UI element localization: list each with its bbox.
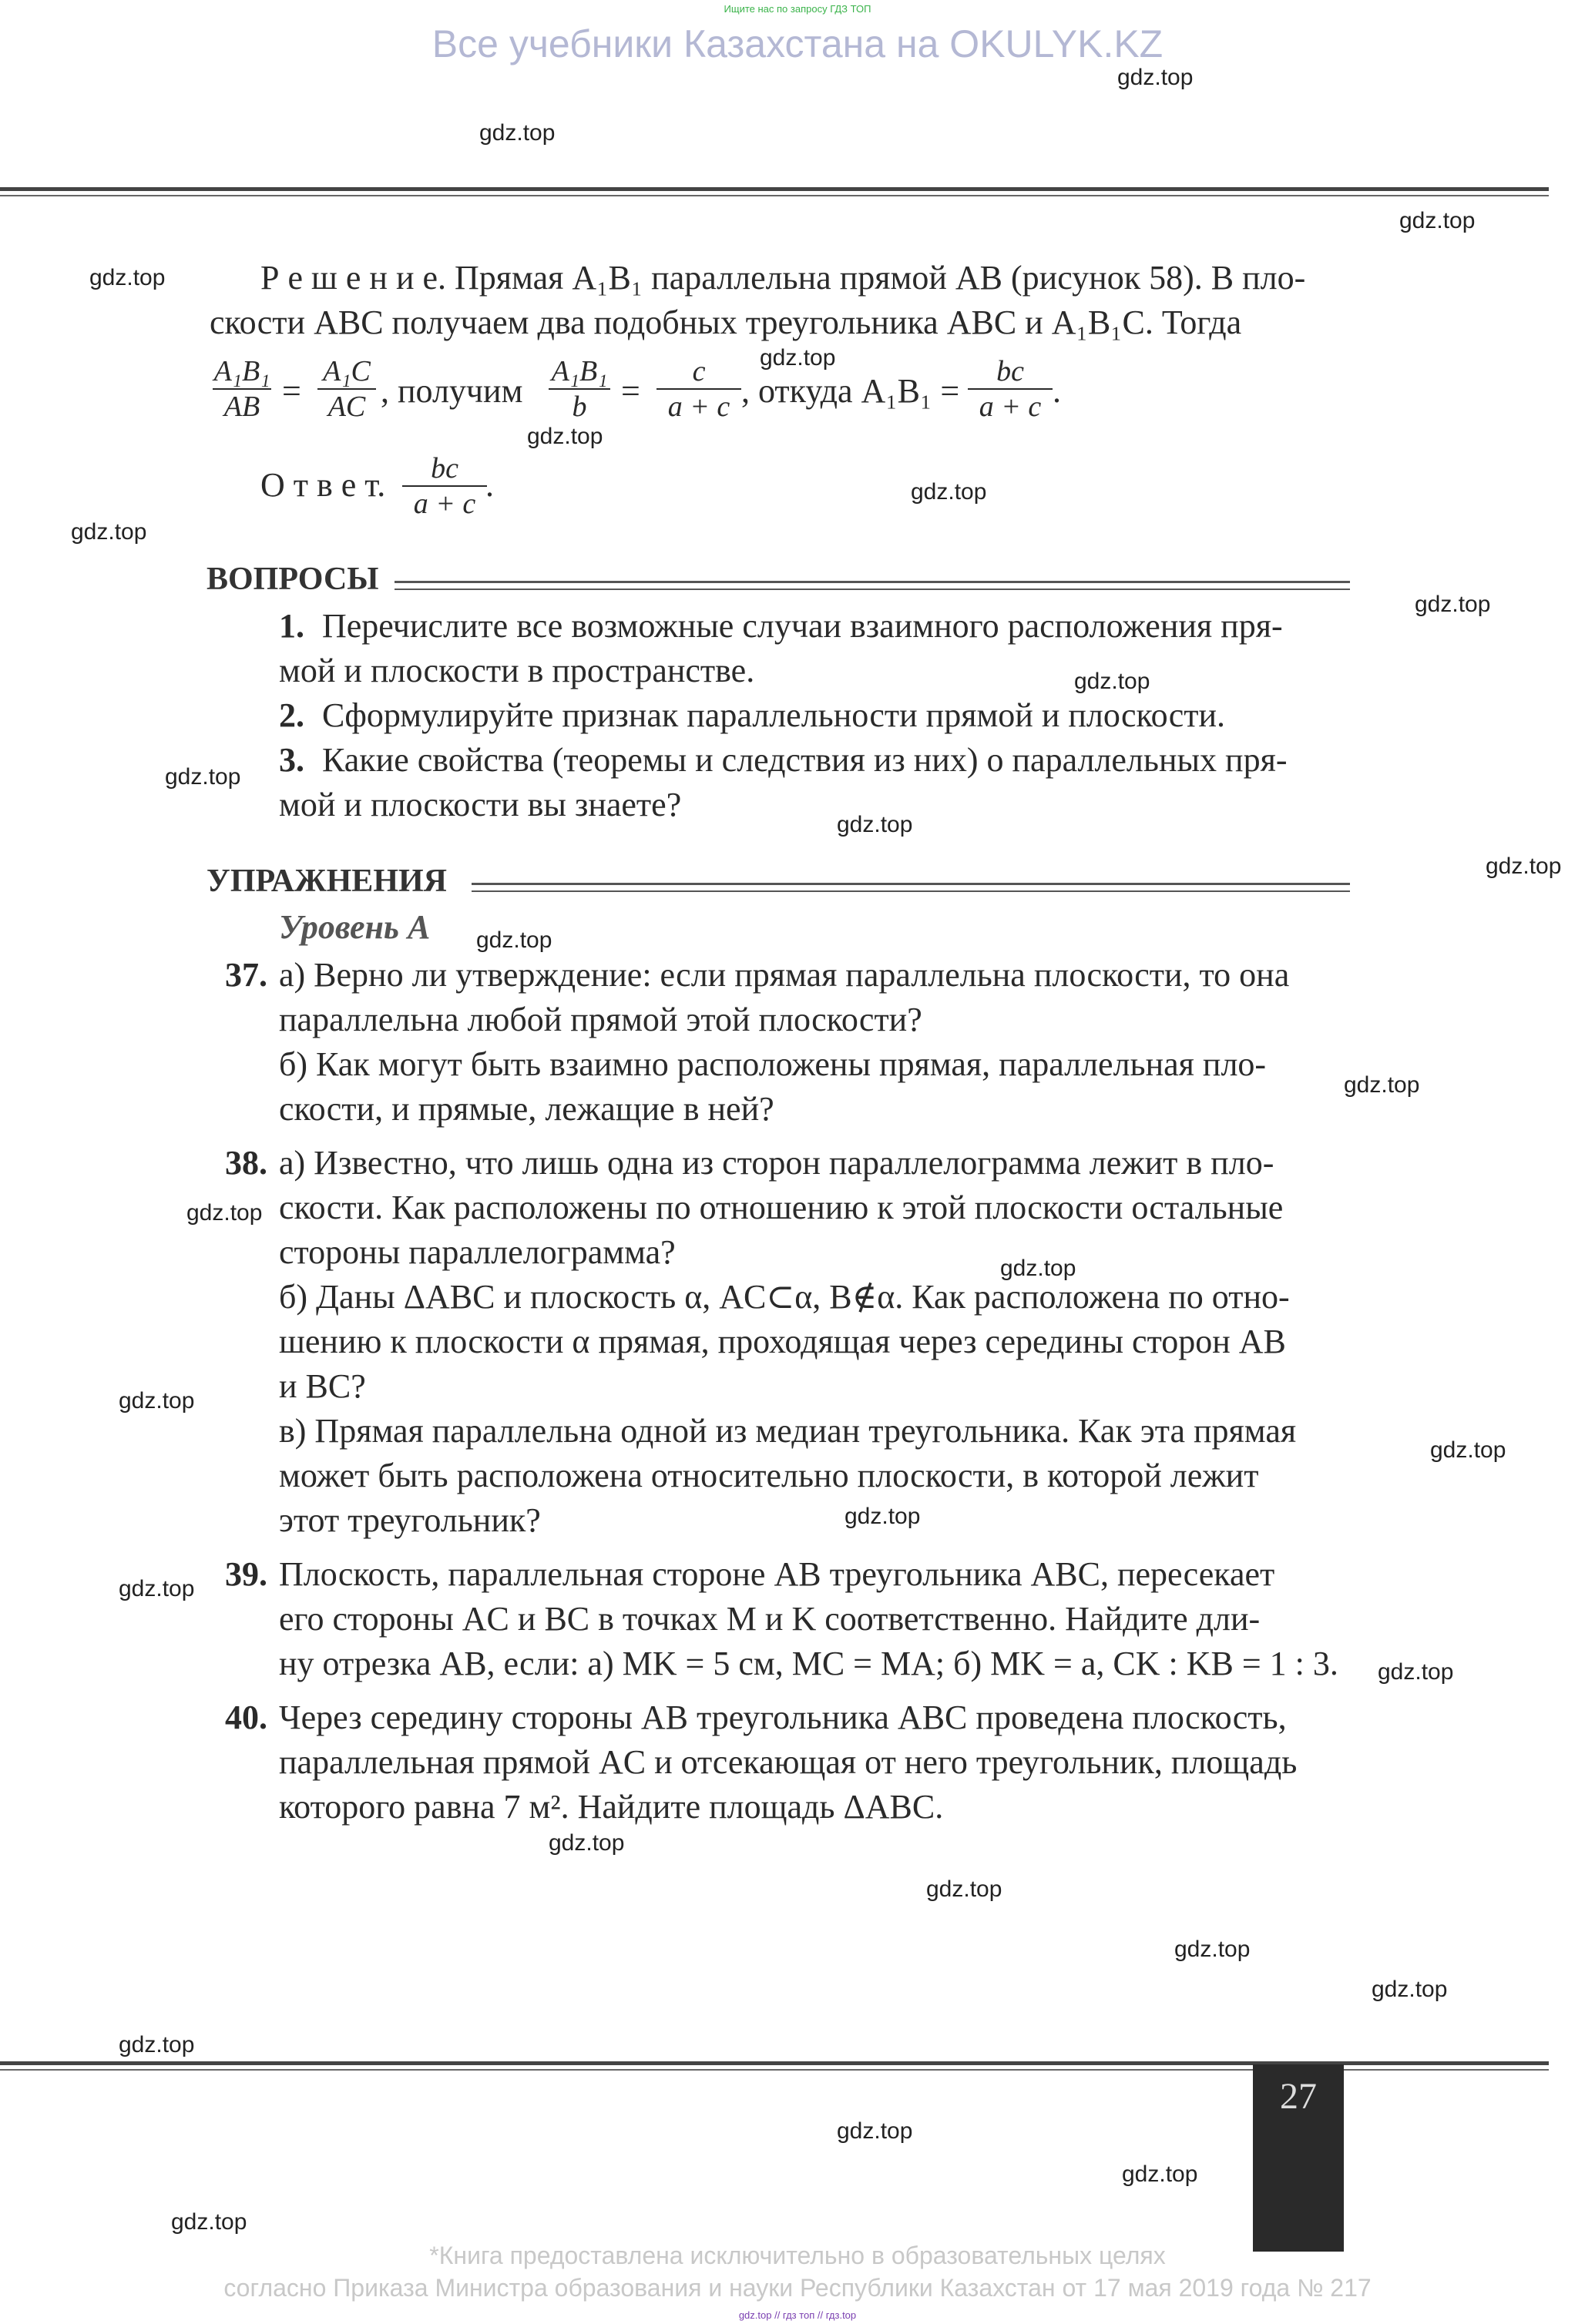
exercise-text: ну отрезка AB, если: а) MK = 5 см, MC = MA; б) MK = a, CK : KB = 1 : 3. [279,1645,1338,1682]
page-number: 27 [1280,2076,1317,2117]
watermark: gdz.top [479,120,556,146]
exercise-text: в) Прямая параллельна одной из медиан треугольника. Как эта прямая [279,1412,1297,1450]
watermark: gdz.top [476,927,552,953]
exercise-text: параллельная прямой AC и отсекающая от него треугольник, площадь [279,1743,1298,1781]
watermark: gdz.top [760,345,836,371]
exercise-text: его стороны AC и BC в точках M и K соответственно. Найдите дли- [279,1600,1261,1638]
equals-sign: = [282,372,301,410]
exercise-text: может быть расположена относительно плоскости, в которой лежит [279,1457,1259,1494]
answer-label: О т в е т. [260,466,386,504]
watermark: gdz.top [926,1876,1002,1902]
fraction-c-apc: c a + c [656,356,741,422]
exercises-heading: УПРАЖНЕНИЯ [207,864,447,899]
site-title: Все учебники Казахстана на OKULYK.KZ [431,22,1164,65]
heading-rule [472,883,1350,885]
fraction-bc-apc: bc a + c [968,356,1053,422]
watermark: gdz.top [1000,1256,1076,1281]
question-text: Сформулируйте признак параллельности прямой и плоскости. [322,696,1226,734]
solution-line-1: Р е ш е н и е. Прямая A₁B₁ параллельна прямой AB (рисунок 58). В пло- [260,259,1306,297]
watermark: gdz.top [119,1576,195,1601]
exercise-text: а) Известно, что лишь одна из сторон параллелограмма лежит в пло- [279,1144,1274,1182]
watermark: gdz.top [1117,65,1194,90]
period: . [1053,372,1061,410]
top-rule-thin [0,195,1549,196]
question-text: Какие свойства (теоремы и следствия из них) о параллельных пря- [322,741,1288,779]
exercise-text: скости, и прямые, лежащие в ней? [279,1090,774,1128]
level-label: Уровень А [279,908,431,946]
exercise-text: б) Даны ΔABC и плоскость α, AC⊂α, B∉α. Как расположена по отно- [279,1278,1290,1316]
exercise-text: шению к плоскости α прямая, проходящая через середины сторон AB [279,1323,1286,1360]
exercise-number: 40. [225,1699,267,1736]
exercise-text: скости. Как расположены по отношению к этой плоскости остальные [279,1189,1284,1226]
watermark: gdz.top [186,1200,263,1226]
exercise-text: Через середину стороны AB треугольника ABC проведена плоскость, [279,1699,1287,1736]
question-number: 1. [279,607,304,645]
fraction-a1c-ac: A₁C AC [317,356,376,422]
watermark: gdz.top [119,1388,195,1414]
heading-rule [395,581,1350,583]
watermark: gdz.top [71,519,147,545]
watermark: gdz.top [527,424,603,449]
watermark: gdz.top [1372,1977,1448,2002]
watermark: gdz.top [1174,1937,1251,1962]
text-poluchim: , получим [381,372,523,410]
answer-fraction: bc a + c [402,453,487,519]
exercise-text: а) Верно ли утверждение: если прямая параллельна плоскости, то она [279,956,1290,994]
heading-rule-thin [472,890,1350,892]
watermark: gdz.top [837,2118,913,2144]
solution-line-2: скости ABC получаем два подобных треугольника ABC и A₁B₁C. Тогда [210,303,1242,341]
footer-disclaimer: *Книга предоставлена исключительно в образовательных целях [429,2242,1166,2269]
watermark: gdz.top [1415,592,1491,617]
search-note: Ищите нас по запросу ГДЗ ТОП [724,3,871,15]
exercise-number: 38. [225,1144,267,1182]
question-number: 3. [279,741,304,779]
watermark: gdz.top [119,2032,195,2057]
footer-links: gdz.top // гдз топ // гдз.top [738,2309,857,2321]
watermark: gdz.top [1430,1437,1506,1463]
watermark: gdz.top [549,1830,625,1856]
watermark: gdz.top [911,479,987,505]
watermark: gdz.top [1378,1659,1454,1685]
question-text: мой и плоскости в пространстве. [279,652,755,689]
fraction-a1b1-b: A₁B₁ b [549,356,610,422]
exercise-text: параллельна любой прямой этой плоскости? [279,1001,922,1038]
question-text: мой и плоскости вы знаете? [279,786,682,823]
watermark: gdz.top [1344,1072,1420,1098]
exercise-text: которого равна 7 м². Найдите площадь ΔABC. [279,1788,944,1826]
footer-order: согласно Приказа Министра образования и науки Республики Казахстан от 17 мая 2019 года № 217 [223,2274,1372,2302]
exercise-text: и BC? [279,1367,366,1405]
heading-rule-thin [395,589,1350,590]
top-rule [0,187,1549,191]
fraction-a1b1-ab: A₁B₁ AB [213,355,270,423]
exercise-text: этот треугольник? [279,1501,541,1539]
question-text: Перечислите все возможные случаи взаимного расположения пря- [322,607,1283,645]
exercise-text: стороны параллелограмма? [279,1233,676,1271]
watermark: gdz.top [89,265,166,290]
exercise-number: 37. [225,956,267,994]
exercise-text: Плоскость, параллельная стороне AB треугольника ABC, пересекает [279,1555,1275,1593]
exercise-number: 39. [225,1555,267,1593]
exercise-text: б) Как могут быть взаимно расположены прямая, параллельная пло- [279,1045,1267,1083]
equals-sign: = [621,372,640,410]
watermark: gdz.top [1399,208,1476,233]
watermark: gdz.top [165,764,241,790]
watermark: gdz.top [1486,853,1562,879]
question-number: 2. [279,696,304,734]
watermark: gdz.top [1074,669,1150,694]
watermark: gdz.top [837,812,913,837]
watermark: gdz.top [171,2209,247,2235]
questions-heading: ВОПРОСЫ [207,562,379,597]
text-otkuda: , откуда A₁B₁ = [741,372,960,410]
watermark: gdz.top [1122,2161,1198,2187]
period: . [485,466,494,504]
watermark: gdz.top [845,1504,921,1529]
